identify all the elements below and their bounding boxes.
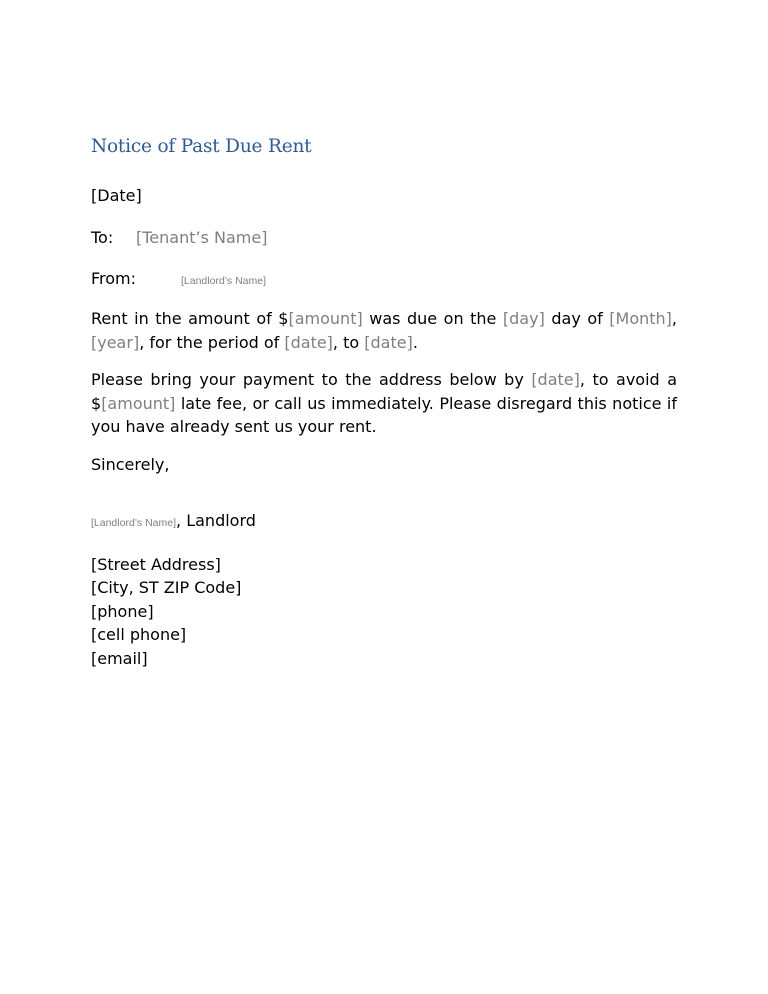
paragraph-text: day of [544, 309, 610, 328]
paragraph-text: , to avoid a $ [91, 370, 678, 413]
address-block [91, 553, 677, 671]
landlord-name-placeholder: [Landlord’s Name] [181, 275, 267, 287]
paragraph-text: Rent in the amount of $ [91, 309, 289, 328]
late-fee-amount-placeholder: [amount] [101, 393, 176, 413]
year-placeholder: [year] [91, 332, 140, 352]
paragraph-text: Please bring your payment to the address below by [91, 370, 532, 389]
letter-body [91, 134, 677, 670]
rent-due-paragraph [91, 307, 677, 354]
date-placeholder: [Date] [91, 186, 142, 205]
due-date-placeholder: [date] [531, 370, 580, 389]
paragraph-text: . [412, 332, 418, 352]
cell-phone-placeholder: [cell phone] [91, 625, 187, 644]
payment-request-paragraph [91, 368, 677, 439]
to-label: To: [91, 228, 114, 247]
period-end-date-placeholder: [date] [364, 332, 413, 352]
street-address-placeholder: [Street Address] [91, 554, 221, 574]
amount-placeholder: [amount] [288, 309, 363, 328]
from-line [91, 267, 677, 293]
to-line [91, 226, 677, 250]
paragraph-text: , to [332, 332, 365, 352]
period-start-date-placeholder: [date] [284, 332, 333, 352]
signature-line [91, 509, 677, 535]
paragraph-text: was due on the [362, 309, 503, 328]
paragraph-text: , [671, 309, 678, 328]
signature-landlord-name-placeholder: [Landlord’s Name] [91, 516, 177, 529]
signature-suffix: , Landlord [176, 510, 256, 530]
month-placeholder: [Month] [609, 309, 672, 328]
paragraph-text: late fee, or call us immediately. Please disregard this notice if you have already sent us your rent. [91, 393, 677, 436]
document-title: Notice of Past Due Rent [91, 136, 312, 157]
from-label: From: [91, 269, 137, 288]
email-placeholder: [email] [91, 648, 148, 668]
day-placeholder: [day] [502, 309, 545, 328]
tenant-name-placeholder: [Tenant’s Name] [136, 228, 268, 247]
city-state-zip-placeholder: [City, ST ZIP Code] [91, 578, 242, 597]
closing: Sincerely, [91, 454, 170, 474]
phone-placeholder: [phone] [91, 601, 154, 621]
paragraph-text: , for the period of [139, 332, 285, 352]
